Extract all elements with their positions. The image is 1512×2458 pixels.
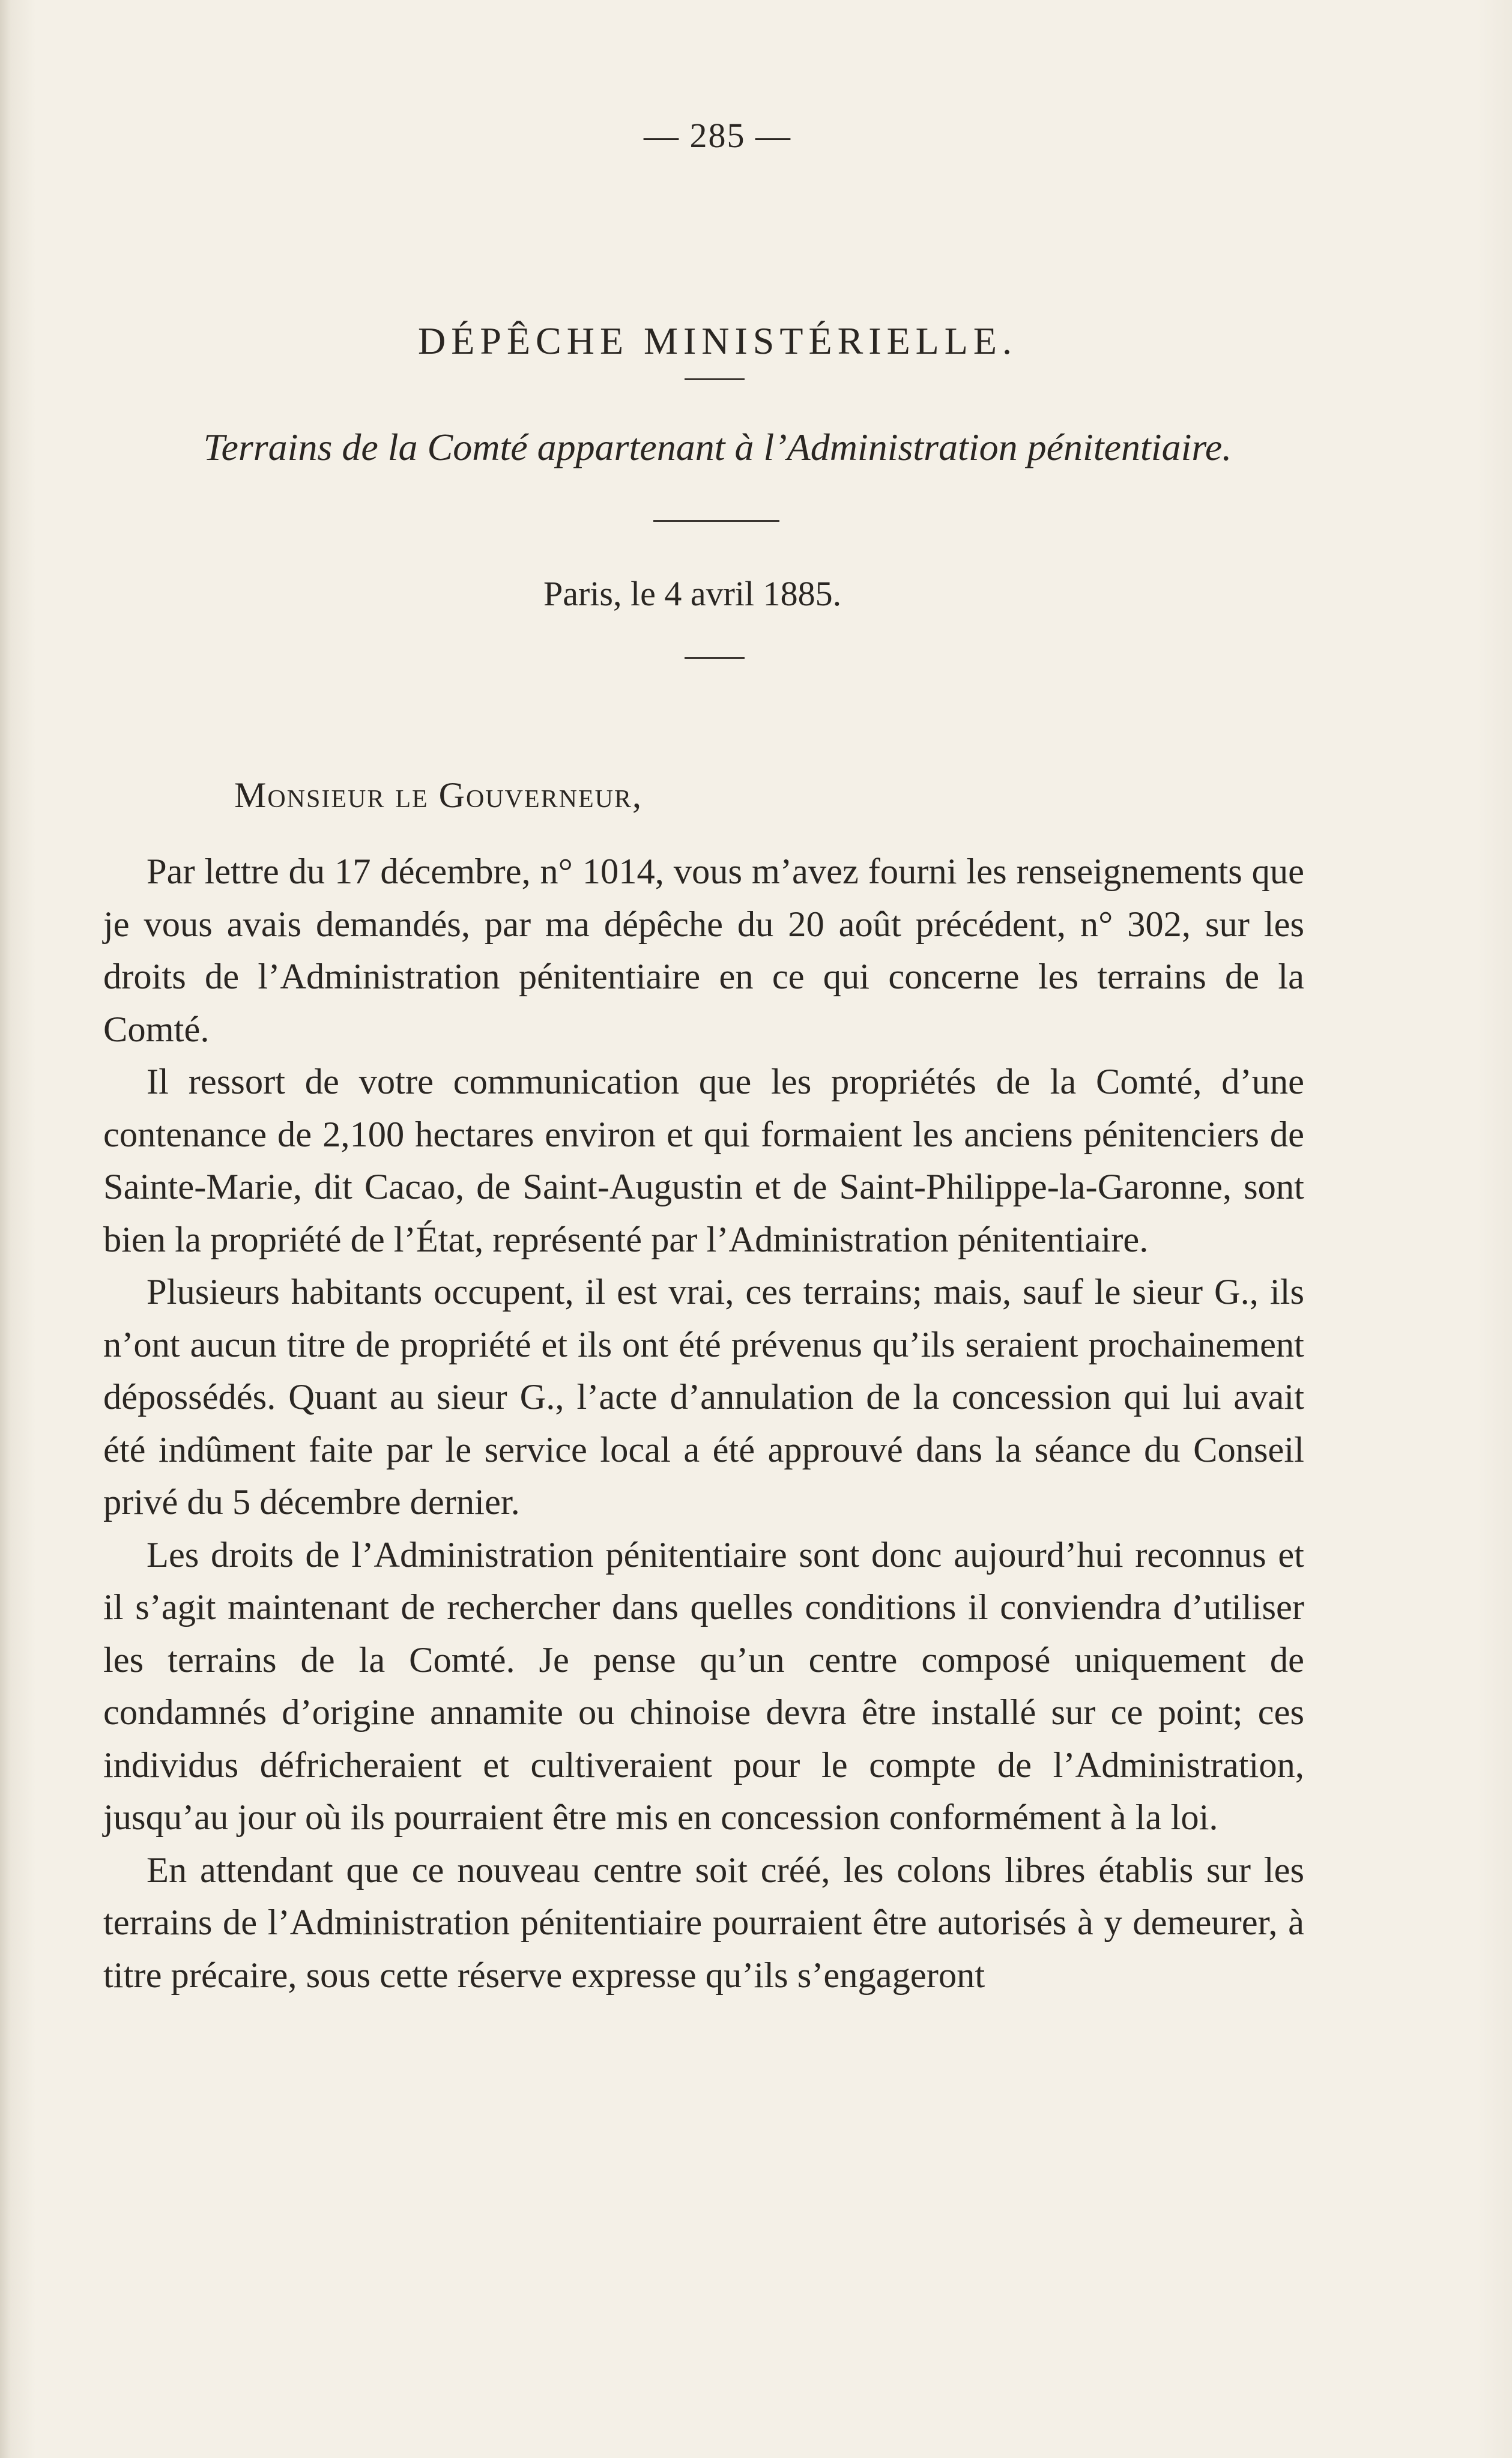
paragraph: Les droits de l’Administration pénitentiaire sont donc aujourd’hui reconnus et il s’agit maintenant de rechercher dans quelles conditions il conviendra d’utiliser les terrains de la Comté. Je pense qu’un centre composé uniquement de condamnés d’origine annamite ou chinoise devra être installé sur ce point; ces individus défricheraient et cultiveraient pour le compte de l’Administration, jusqu’au jour où ils pourraient être mis en concession conformément à la loi. [103, 1534, 1304, 1838]
page-number: — 285 — [644, 116, 791, 155]
paragraph: Il ressort de votre communication que les propriétés de la Comté, d’une contenance de 2,100 hectares environ et qui formaient les anciens pénitenciers de Sainte-Marie, dit Cacao, de Saint-Augustin et de Saint-Philippe-la-Garonne, sont bien la propriété de l’État, représenté par l’Administration pénitentiaire. [103, 1062, 1304, 1260]
paragraph: En attendant que ce nouveau centre soit créé, les colons libres établis sur les terrains de l’Administration pénitentiaire pourraient être autorisés à y demeurer, à titre précaire, sous cette réserve expresse qu’ils s’engageront [103, 1850, 1304, 1996]
document-subtitle: Terrains de la Comté appartenant à l’Administration pénitentiaire. [203, 426, 1232, 468]
dateline: Paris, le 4 avril 1885. [543, 574, 842, 613]
letter-body [103, 846, 1304, 2002]
document-heading: DÉPÊCHE MINISTÉRIELLE. [418, 319, 1017, 362]
divider-rule [685, 657, 745, 659]
divider-rule [653, 520, 779, 522]
paragraph: Par lettre du 17 décembre, n° 1014, vous m’avez fourni les renseignements que je vous avais demandés, par ma dépêche du 20 août précédent, n° 302, sur les droits de l’Administration pénitentiaire en ce qui concerne les terrains de la Comté. [103, 852, 1304, 1050]
paragraph: Plusieurs habitants occupent, il est vrai, ces terrains; mais, sauf le sieur G., ils n’ont aucun titre de propriété et ils ont été prévenus qu’ils seraient prochainement dépossédés. Quant au sieur G., l’acte d’annulation de la concession qui lui avait été indûment faite par le service local a été approuvé dans la séance du Conseil privé du 5 décembre dernier. [103, 1272, 1304, 1522]
salutation: Monsieur le Gouverneur, [234, 775, 643, 815]
divider-rule [685, 378, 745, 380]
